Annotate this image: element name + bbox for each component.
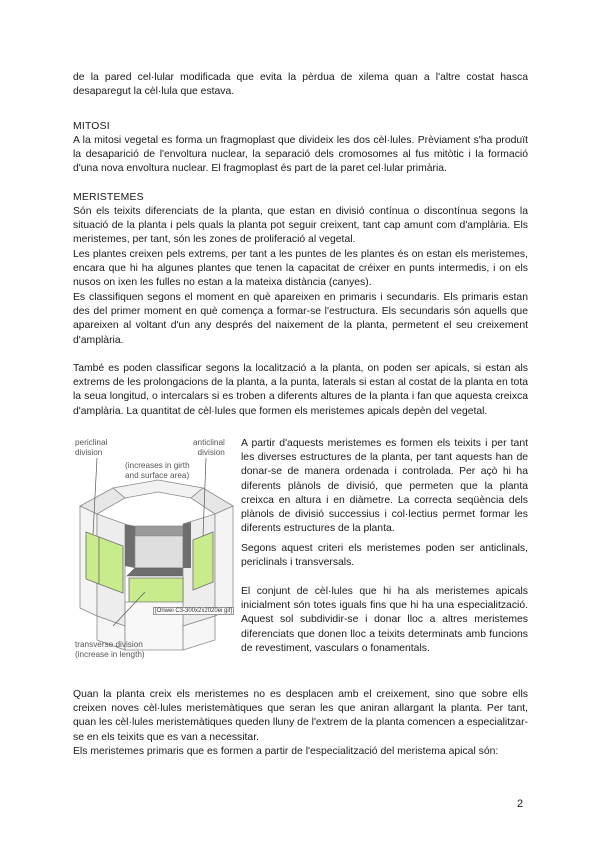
- page-number: 2: [517, 798, 524, 810]
- meristemes-heading: MERISTEMES: [73, 192, 144, 203]
- meristemes-paragraph-2: Les plantes creixen pels extrems, per tant a les puntes de les plantes és on estan els meristemes, encara que hi ha algunes plantes que tenen la capacitat de créixer en punts intermedis, i on els nusos on ixen les fulles no estan a la mateixa distància (canyes).: [73, 249, 528, 289]
- cell-division-diagram: [73, 436, 236, 676]
- intro-paragraph: de la pared cel·lular modificada que evita la pèrdua de xilema quan a l'altre costat hasca desaparegut la cèl·lula que estava.: [73, 72, 528, 98]
- meristemes-paragraph-1: Són els teixits diferenciats de la planta, que estan en divisió contínua o discontínua segons la situació de la planta i pels quals la planta pot seguir creixent, tant cap amunt com d'amplària. Els meristemes, per tant, són les zones de proliferació al vegetal.: [73, 206, 528, 246]
- label-periclinal-division: periclinal division: [75, 438, 108, 457]
- image-url-caption: [Onwei C3-300x2x2020ei gif]: [155, 608, 233, 614]
- label-girth-increase: (increases in girth and surface area): [125, 461, 190, 480]
- mitosi-heading: MITOSI: [73, 121, 110, 132]
- meristemes-paragraph-5: Quan la planta creix els meristemes no es desplacen amb el creixement, sino que sobre ells creixen noves cèl·lules meristemàtiques que seran les que aniran allargant la planta. Per tant, quan les cèl·lules meristemàtiques queden lluny de l'extrem de la planta comencen a especialitzar-se en els teixits que es van a necessitar.: [73, 689, 528, 743]
- meristemes-side-paragraph-3: El conjunt de cèl·lules que hi ha als meristemes apicals inicialment són totes iguals fins que hi ha una especialització. Aquest sol subdividir-se i donar lloc a altres meristemes diferenciats que donen lloc a teixits determinats amb funcions de revestiment, vasculars o fonamentals.: [241, 586, 528, 654]
- mitosi-paragraph: A la mitosi vegetal es forma un fragmoplast que divideix les dos cèl·lules. Prèviament s'ha produït la desaparició de l'envoltura nuclear, la separació dels cromosomes al fus mitòtic i la formació d'una nova envoltura nuclear. El fragmoplast és part de la paret cel·lular primària.: [73, 135, 528, 175]
- meristemes-side-paragraph-2: Segons aquest criteri els meristemes poden ser anticlinals, periclinals i transversals.: [241, 543, 528, 569]
- meristemes-paragraph-6: Els meristemes primaris que es formen a partir de l'especialització del meristema apical són:: [73, 746, 499, 757]
- label-anticlinal-division: anticlinal division: [193, 438, 225, 457]
- meristemes-paragraph-3: Es classifiquen segons el moment en què apareixen en primaris i secundaris. Els primaris estan des del primer moment en què comença a formar-se l'estructura. Els secundaris són aquells que apareixen al voltant d'un any després del naixement de la planta, permetent el seu creixement d'amplària.: [73, 292, 528, 346]
- label-transverse-division: transverse division (increase in length): [75, 640, 145, 659]
- meristemes-side-paragraph-1: A partir d'aquests meristemes es formen els teixits i per tant les diverses estructures de la planta, per tant aquests han de donar-se de manera ordenada i controlada. Per açò hi ha diferents plànols de divisió, que permeten que la planta creixca en altura i en diàmetre. La correcta seqüència dels plànols de divisió successius i col·lectius permet formar les diferents estructures de la planta.: [241, 438, 528, 535]
- meristemes-paragraph-4: També es poden classificar segons la localització a la planta, on poden ser apicals, si estan als extrems de les prolongacions de la planta, a la punta, laterals si estan al costat de la planta en tota la seua longitud, o intercalars si es troben a diferents altures de la planta i fan que aquesta creixca d'amplària. La quantitat de cèl·lules que formen els meristemes apicals depèn del vegetal.: [73, 363, 528, 417]
